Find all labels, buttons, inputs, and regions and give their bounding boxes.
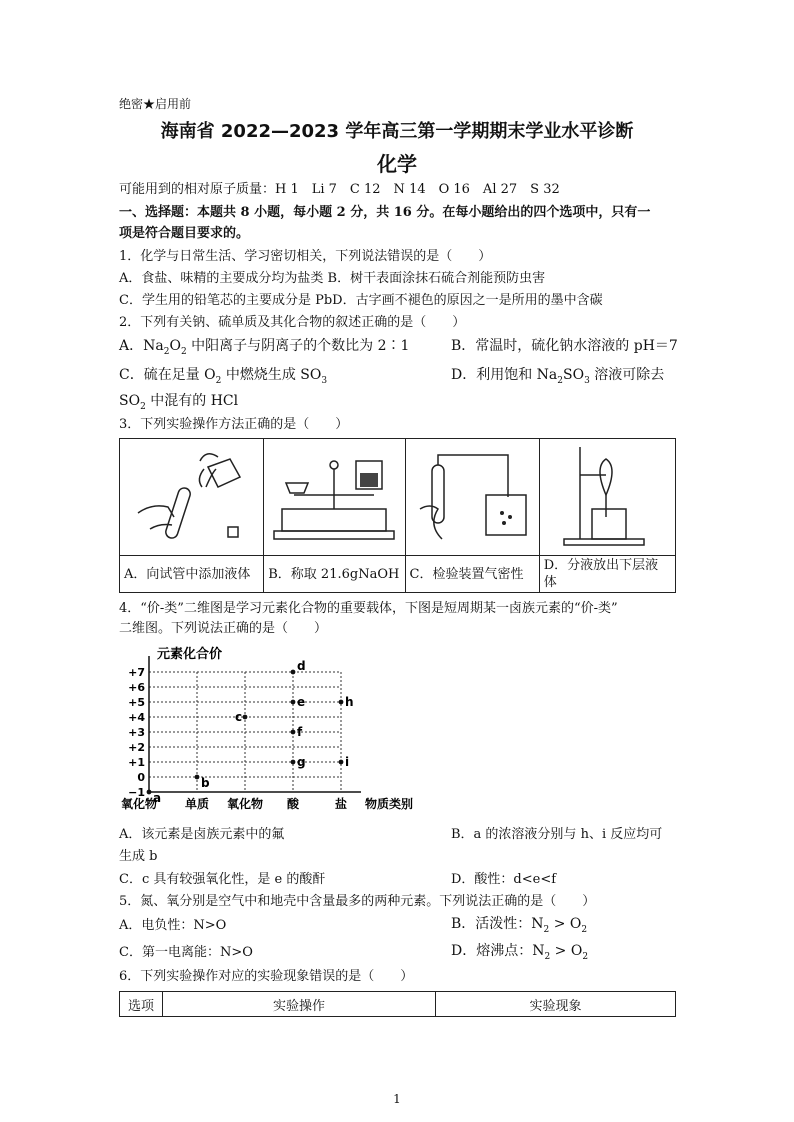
q3-stem: 3．下列实验操作方法正确的是（ ）: [119, 417, 349, 432]
q6-header-option: 选项: [120, 992, 163, 1017]
data-label-f: f: [297, 725, 303, 739]
data-label-a: a: [153, 791, 162, 805]
q5-stem: 5．氮、氧分别是空气中和地壳中含量最多的两种元素。下列说法正确的是（ ）: [119, 894, 596, 909]
q2-option-a: A．$Na_2O_2$ 中阳离子与阴离子的个数比为 2∶1: [119, 338, 410, 357]
q6-stem: 6．下列实验操作对应的实验现象错误的是（ ）: [119, 969, 414, 984]
q2-stem: 2．下列有关钠、硫单质及其化合物的叙述正确的是（ ）: [119, 315, 466, 330]
y-tick-label: +1: [128, 756, 145, 769]
q3-options-table: [119, 438, 676, 593]
data-point-e: [291, 700, 296, 705]
q6-header-phenomenon: 实验现象: [436, 992, 676, 1017]
q2-option-d: D．利用饱和 $Na_2SO_3$ 溶液可除去: [451, 367, 665, 386]
y-tick-label: +7: [128, 666, 145, 679]
q4-option-d: D．酸性：d<e<f: [451, 872, 557, 887]
chart-xlabel: 物质类别: [365, 797, 414, 811]
q4-option-c: C．c 具有较强氧化性，是 e 的酸酐: [119, 872, 326, 887]
y-tick-label: +2: [128, 741, 145, 754]
x-category-label: 盐: [334, 797, 348, 811]
exam-title: 海南省 2022—2023 学年高三第一学期期末学业水平诊断: [160, 121, 634, 142]
valence-class-chart: [119, 642, 439, 814]
secret-label: 绝密★启用前: [119, 97, 192, 111]
section-heading-line1: 一、选择题：本题共 8 小题，每小题 2 分，共 16 分。在每小题给出的四个选项中，只有一: [119, 205, 651, 220]
y-tick-label: +4: [128, 711, 145, 724]
q5-option-a: A．电负性：N>O: [119, 918, 227, 933]
pouring-liquid-illustration: [120, 439, 263, 551]
airtightness-check-illustration: [406, 439, 539, 551]
data-label-c: c: [235, 710, 243, 724]
atomic-masses: 可能用到的相对原子质量：H 1 Li 7 C 12 N 14 O 16 Al 27 S 32: [119, 182, 560, 197]
y-tick-label: +5: [128, 696, 145, 709]
q1-options-cd: C．学生用的铅笔芯的主要成分是 PbD．古字画不褪色的原因之一是所用的墨中含碳: [119, 293, 603, 308]
data-point-h: [339, 700, 344, 705]
q4-option-b: B．a 的浓溶液分别与 h、i 反应均可: [451, 827, 663, 842]
q5-option-c: C．第一电离能：N>O: [119, 945, 253, 960]
q3-option-a: A．向试管中添加液体: [120, 556, 264, 593]
y-tick-label: −1: [128, 786, 145, 799]
y-tick-label: +3: [128, 726, 145, 739]
data-point-c: [243, 715, 248, 720]
q6-table-header-row: [120, 992, 676, 1017]
chart-ylabel: 元素化合价: [157, 647, 223, 662]
data-point-g: [291, 760, 296, 765]
data-label-b: b: [201, 776, 210, 790]
data-label-d: d: [297, 659, 306, 673]
q3-image-d: [539, 439, 675, 556]
q3-image-a: [120, 439, 264, 556]
q3-option-d: D．分液放出下层液体: [539, 556, 675, 593]
q3-image-b: [264, 439, 405, 556]
q4-stem-line1: 4．“价-类”二维图是学习元素化合物的重要载体，下图是短周期某一卤族元素的“价-类”: [119, 601, 618, 616]
x-category-label: 氧化物: [120, 797, 158, 811]
q2-option-d-cont: $SO_2$ 中混有的 HCl: [119, 393, 239, 412]
q6-header-operation: 实验操作: [163, 992, 436, 1017]
data-point-d: [291, 670, 296, 675]
data-label-g: g: [297, 755, 306, 769]
y-tick-label: 0: [137, 771, 145, 784]
data-point-f: [291, 730, 296, 735]
data-point-i: [339, 760, 344, 765]
data-point-b: [195, 775, 200, 780]
data-label-h: h: [345, 695, 354, 709]
q4-option-a: A．该元素是卤族元素中的氟: [119, 827, 285, 842]
page-number: 1: [393, 1092, 401, 1106]
x-category-label: 单质: [184, 797, 210, 811]
q3-option-c: C．检验装置气密性: [405, 556, 539, 593]
subject-title: 化学: [377, 152, 417, 176]
data-label-e: e: [297, 695, 306, 709]
q3-image-c: [405, 439, 539, 556]
separating-funnel-illustration: [540, 439, 675, 551]
q6-table: [119, 991, 676, 1017]
q1-stem: 1．化学与日常生活、学习密切相关，下列说法错误的是（ ）: [119, 249, 492, 264]
q4-stem-line2: 二维图。下列说法正确的是（ ）: [119, 621, 328, 636]
q5-option-d: D．熔沸点：$N_2 > O_2$: [451, 943, 589, 962]
balance-scale-illustration: [264, 439, 404, 551]
q3-option-b: B．称取 21.6gNaOH: [264, 556, 405, 593]
q2-option-c: C．硫在足量 $O_2$ 中燃烧生成 $SO_3$: [119, 367, 328, 386]
x-category-label: 氧化物: [226, 797, 264, 811]
q5-option-b: B．活泼性：$N_2 > O_2$: [451, 916, 588, 935]
y-tick-label: +6: [128, 681, 145, 694]
section-heading-line2: 项是符合题目要求的。: [119, 226, 250, 241]
data-label-i: i: [345, 755, 350, 769]
q2-option-b: B．常温时，硫化钠水溶液的 pH＝7: [451, 338, 678, 354]
q1-options-ab: A．食盐、味精的主要成分均为盐类 B．树干表面涂抹石硫合剂能预防虫害: [119, 271, 546, 286]
q4-option-b-cont: 生成 b: [119, 849, 158, 864]
data-point-a: [147, 790, 152, 795]
x-category-label: 酸: [286, 797, 300, 811]
